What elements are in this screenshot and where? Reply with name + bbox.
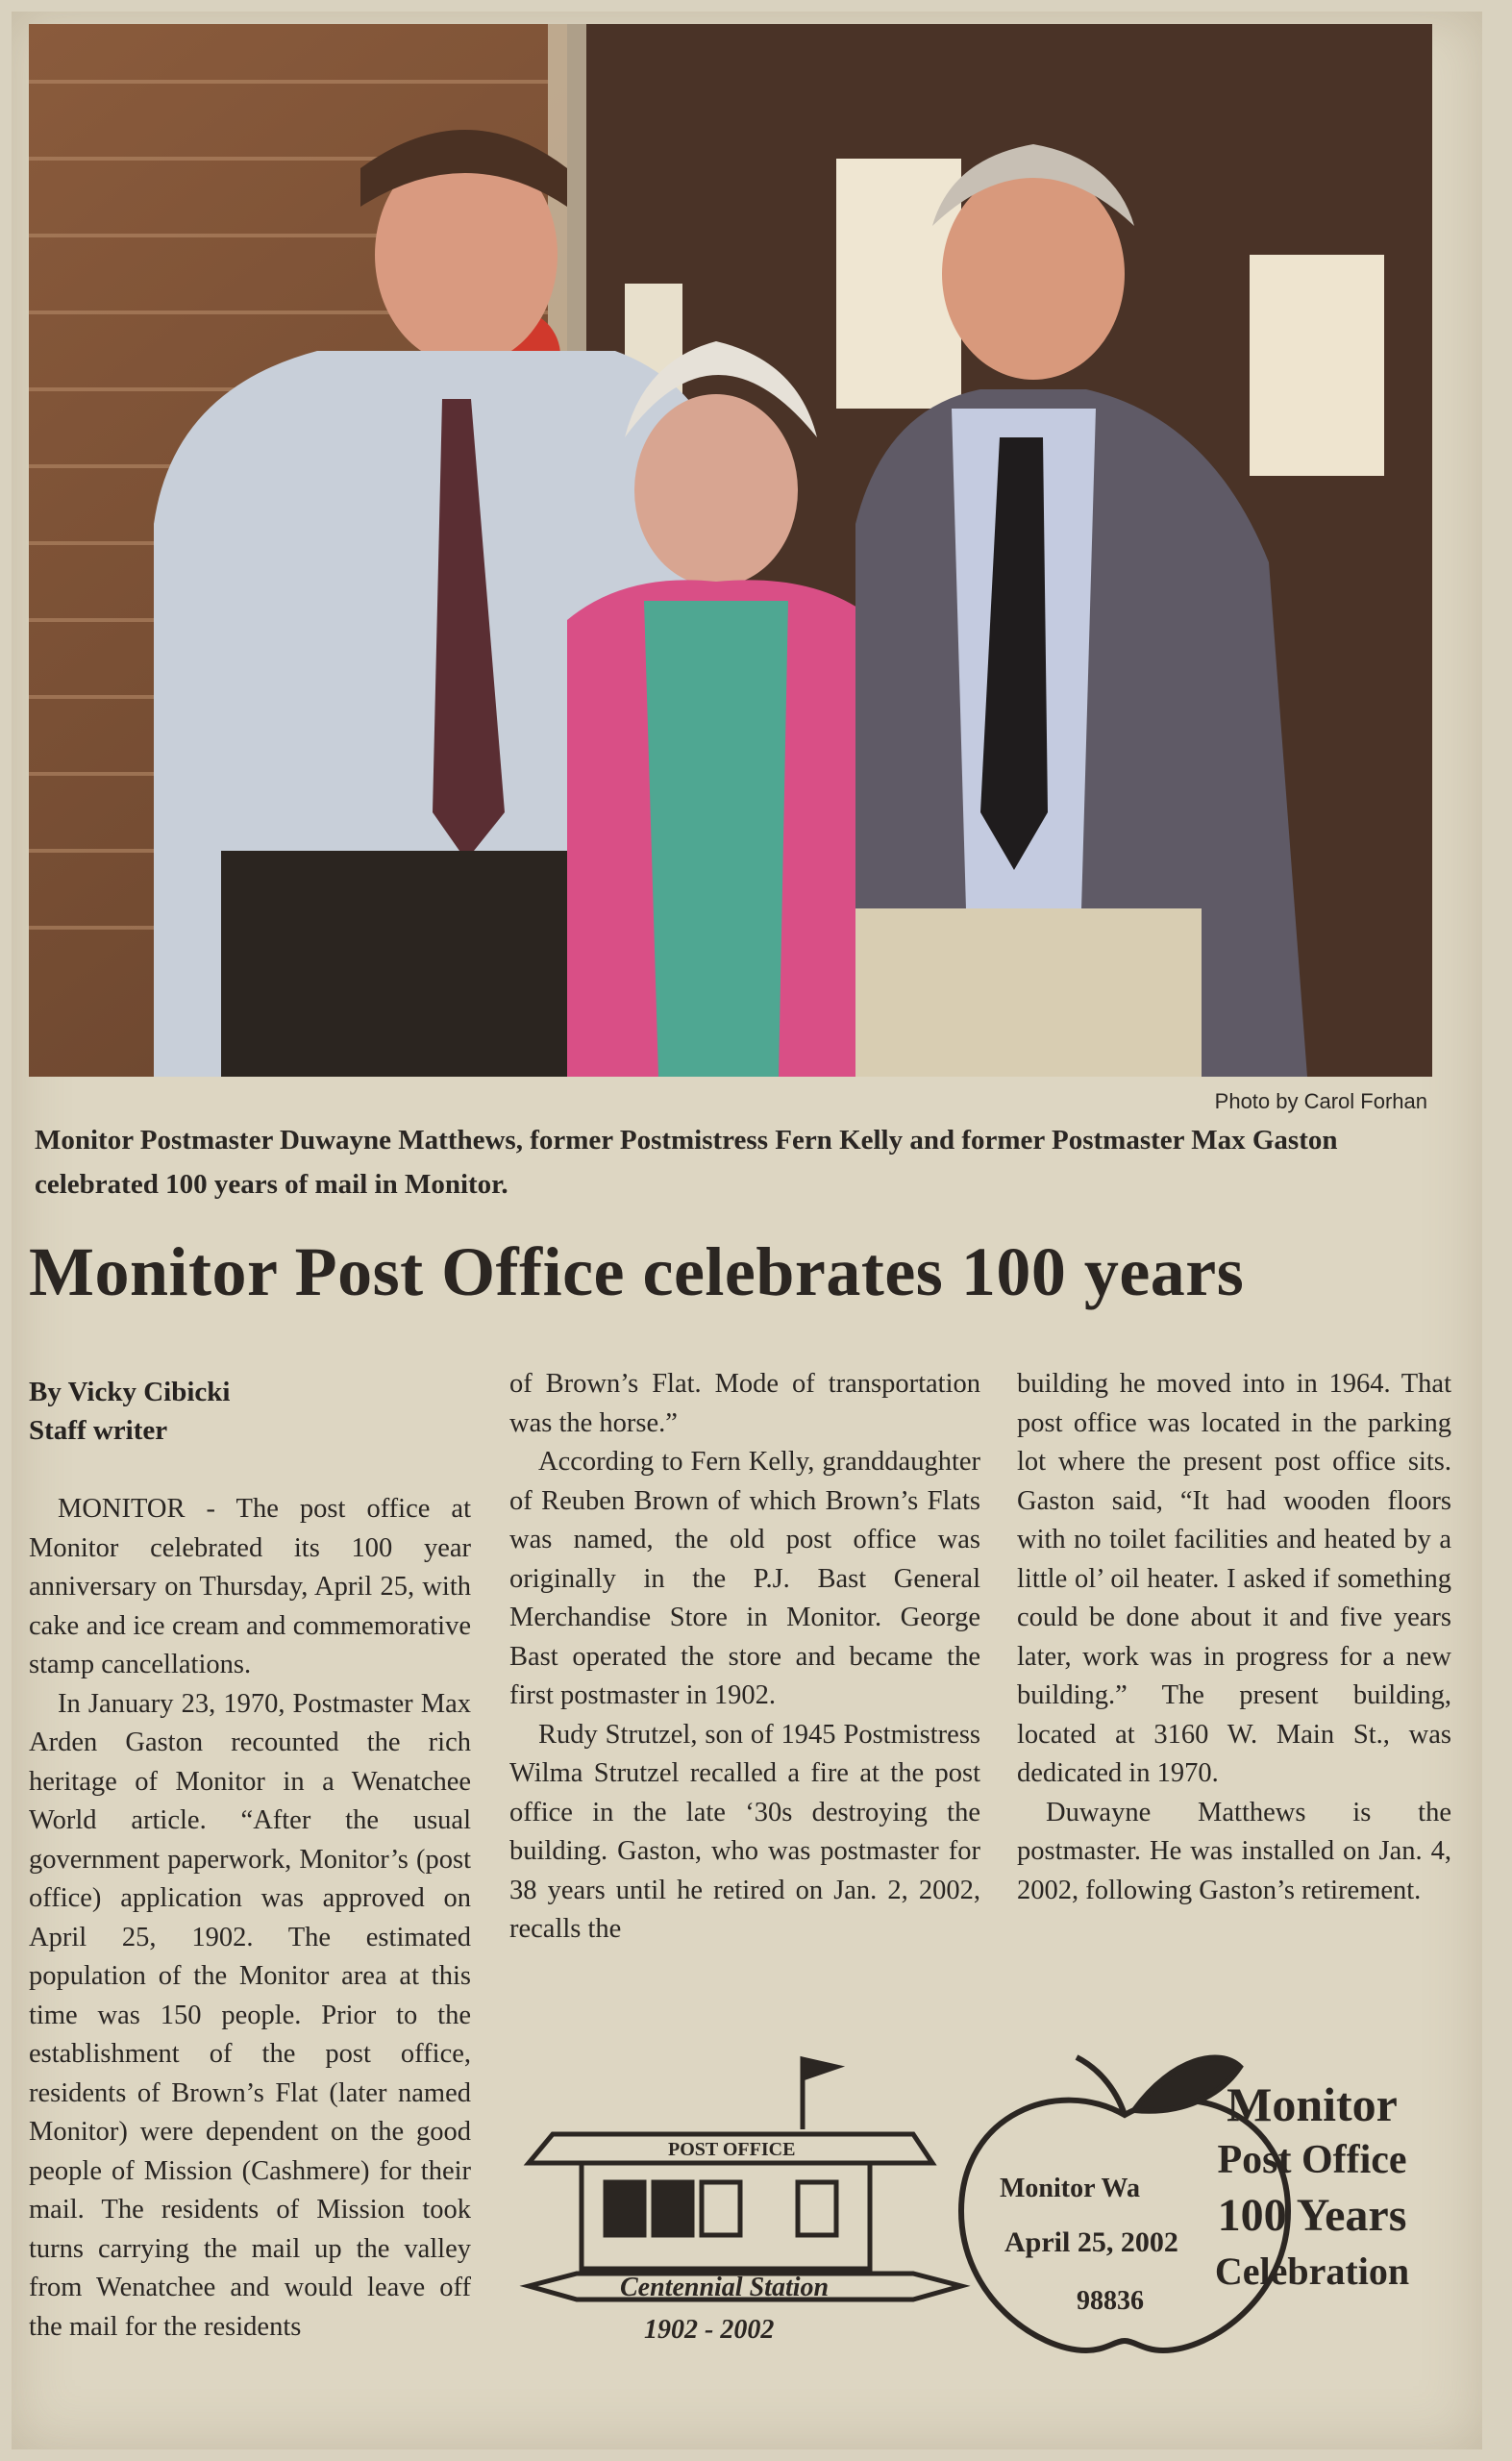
article-paragraph: Duwayne Matthews is the postmaster. He was installed on Jan. 4, 2002, following Gaston’s retirement. (1017, 1797, 1451, 1905)
article-column-3 (1017, 1365, 1451, 1910)
article-photo (29, 24, 1432, 1077)
celebration-line-1: Monitor (1227, 2077, 1398, 2131)
photo-caption: Monitor Postmaster Duwayne Matthews, former Postmistress Fern Kelly and former Postmaster Max Gaston celebrated 100 years of mail in Monitor. (35, 1125, 1338, 1200)
commemorative-stamps (509, 2038, 1451, 2384)
celebration-block (1173, 2076, 1451, 2299)
stamp-banner-text: Centennial Station (620, 2273, 830, 2302)
article-column-2 (509, 1365, 980, 1950)
celebration-line-2: Post Office (1217, 2138, 1407, 2182)
apple-stamp-city: Monitor Wa (1000, 2174, 1140, 2203)
stamp-building-sign: POST OFFICE (668, 2139, 796, 2160)
article-paragraph: of Brown’s Flat. Mode of transportation was the horse.” (509, 1369, 980, 1438)
article-paragraph: In January 23, 1970, Postmaster Max Arden Gaston recounted the rich heritage of Monitor in a Wenatchee World article. “After the usual government paperwork, Monitor’s (post office) application was approved on April 25, 1902. The estimated population of the Monitor area at this time was 150 people. Prior to the establishment of the post office, residents of Brown’s Flat (later named Monitor) were dependent on the good people of Mission (Cashmere) for their mail. The residents of Mission took turns carrying the mail up the valley from Wenatchee and would leave off the mail for the residents (29, 1688, 471, 2342)
stamp-years: 1902 - 2002 (644, 2315, 775, 2345)
apple-stamp-date: April 25, 2002 (1004, 2226, 1178, 2258)
article-paragraph: According to Fern Kelly, granddaughter of Reuben Brown of which Brown’s Flats was named, the old post office was originally in the P.J. Bast General Merchandise Store in Monitor. George Bast operated the store and became the first postmaster in 1902. (509, 1447, 980, 1710)
article-paragraph: building he moved into in 1964. That post office was located in the parking lot where the present post office sits. Gaston said, “It had wooden floors with no toilet facilities and heated by a little ol’ oil heater. I asked if something could be done about it and five years later, work was in progress for a new building.” The present building, located at 3160 W. Main St., was dedicated in 1970. (1017, 1369, 1451, 1788)
post-office-stamp (529, 2057, 961, 2345)
article-headline: Monitor Post Office celebrates 100 years (29, 1233, 1245, 1310)
article-column-1 (29, 1490, 471, 2347)
photo-illustration (29, 24, 1432, 1077)
apple-stamp-zip: 98836 (1077, 2286, 1144, 2316)
photo-credit: Photo by Carol Forhan (1214, 1089, 1427, 1113)
article-paragraph: Rudy Strutzel, son of 1945 Postmistress Wilma Strutzel recalled a fire at the post office in the late ‘30s destroying the building. Gaston, who was postmaster for 38 years until he retired on Jan. 2, 2002, recalls the (509, 1719, 980, 1944)
byline-role: Staff writer (29, 1415, 168, 1446)
celebration-line-3: 100 Years (1217, 2190, 1407, 2241)
celebration-line-4: Celebration (1214, 2250, 1410, 2293)
byline-author: By Vicky Cibicki (29, 1377, 231, 1407)
article-paragraph: MONITOR - The post office at Monitor celebrated its 100 year anniversary on Thursday, April 25, with cake and ice cream and commemorative stamp cancellations. (29, 1494, 471, 1679)
byline (29, 1373, 231, 1450)
